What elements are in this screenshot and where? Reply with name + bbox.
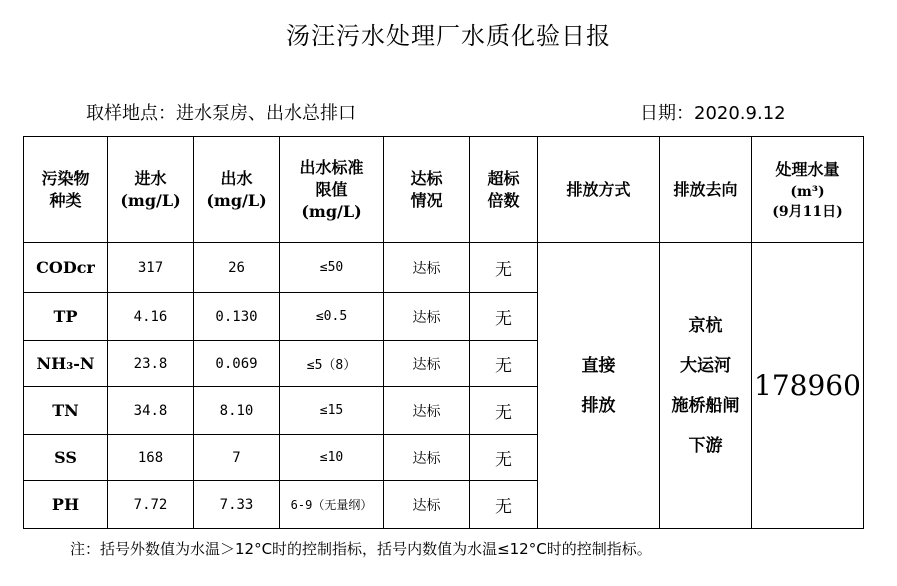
status-value: 达标 <box>384 243 470 293</box>
influent-value: 34.8 <box>108 387 194 435</box>
exceed-value: 无 <box>470 293 538 341</box>
influent-value: 23.8 <box>108 341 194 387</box>
header-volume: 处理水量 (m³) (9月11日) <box>752 137 864 243</box>
pollutant-name: TN <box>24 387 108 435</box>
exceed-value: 无 <box>470 481 538 529</box>
header-exceed: 超标 倍数 <box>470 137 538 243</box>
effluent-value: 7 <box>194 435 280 481</box>
effluent-value: 0.069 <box>194 341 280 387</box>
influent-value: 317 <box>108 243 194 293</box>
pollutant-name: NH₃-N <box>24 341 108 387</box>
header-status: 达标 情况 <box>384 137 470 243</box>
pollutant-name: CODcr <box>24 243 108 293</box>
water-quality-table <box>23 136 864 529</box>
discharge-dest-cell: 京杭 大运河 施桥船闸 下游 <box>660 243 752 529</box>
header-influent: 进水 (mg/L) <box>108 137 194 243</box>
influent-value: 4.16 <box>108 293 194 341</box>
header-discharge-method: 排放方式 <box>538 137 660 243</box>
footnote: 注：括号外数值为水温＞12°C时的控制指标，括号内数值为水温≤12°C时的控制指标。 <box>70 540 652 558</box>
exceed-value: 无 <box>470 435 538 481</box>
discharge-method-cell: 直接 排放 <box>538 243 660 529</box>
effluent-value: 8.10 <box>194 387 280 435</box>
header-limit: 出水标准 限值 (mg/L) <box>280 137 384 243</box>
effluent-value: 0.130 <box>194 293 280 341</box>
pollutant-name: SS <box>24 435 108 481</box>
limit-value: ≤0.5 <box>280 293 384 341</box>
exceed-value: 无 <box>470 243 538 293</box>
influent-value: 168 <box>108 435 194 481</box>
report-title: 汤汪污水处理厂水质化验日报 <box>286 22 611 50</box>
exceed-value: 无 <box>470 387 538 435</box>
header-row <box>24 137 864 243</box>
status-value: 达标 <box>384 293 470 341</box>
report-date: 日期：2020.9.12 <box>640 103 786 124</box>
limit-value: ≤15 <box>280 387 384 435</box>
pollutant-name: TP <box>24 293 108 341</box>
exceed-value: 无 <box>470 341 538 387</box>
limit-value: ≤10 <box>280 435 384 481</box>
effluent-value: 26 <box>194 243 280 293</box>
sampling-location: 取样地点：进水泵房、出水总排口 <box>86 103 356 124</box>
table-row <box>24 243 864 293</box>
limit-value: ≤5（8） <box>280 341 384 387</box>
status-value: 达标 <box>384 341 470 387</box>
effluent-value: 7.33 <box>194 481 280 529</box>
limit-value: 6-9（无量纲） <box>280 481 384 529</box>
status-value: 达标 <box>384 435 470 481</box>
header-pollutant: 污染物 种类 <box>24 137 108 243</box>
status-value: 达标 <box>384 387 470 435</box>
header-effluent: 出水 (mg/L) <box>194 137 280 243</box>
status-value: 达标 <box>384 481 470 529</box>
treated-volume-value: 178960 <box>752 243 864 529</box>
influent-value: 7.72 <box>108 481 194 529</box>
header-discharge-dest: 排放去向 <box>660 137 752 243</box>
limit-value: ≤50 <box>280 243 384 293</box>
pollutant-name: PH <box>24 481 108 529</box>
